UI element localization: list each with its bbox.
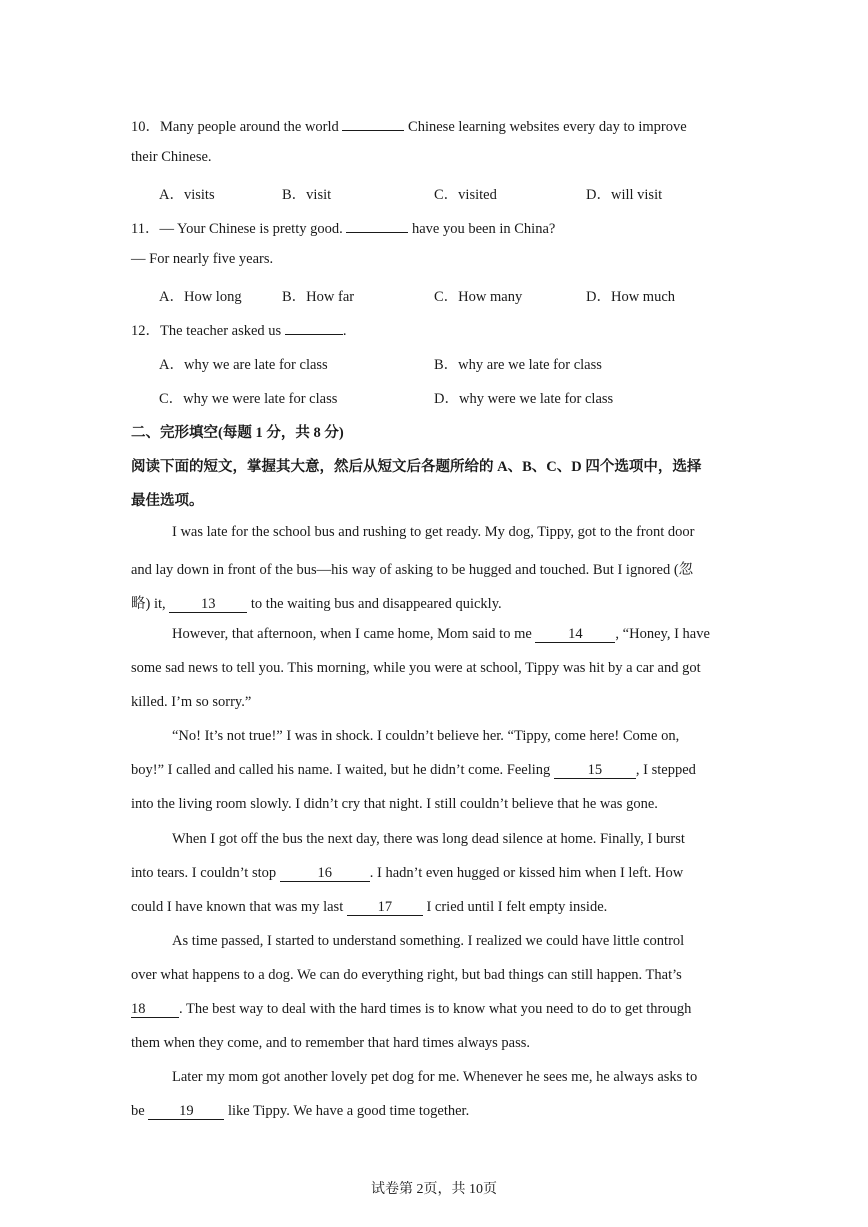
passage-p3-line2: boy!” I called and called his name. I waited, but he didn’t come. Feeling 15 , I stepped: [131, 762, 696, 778]
q11-stem: 11．— Your Chinese is pretty good. have you been in China?: [131, 217, 555, 238]
q10-option-a: A．visits: [159, 187, 215, 203]
passage-p1-line1: I was late for the school bus and rushing to get ready. My dog, Tippy, got to the front door: [172, 524, 695, 540]
passage-p6-line1: Later my mom got another lovely pet dog for me. Whenever he sees me, he always asks to: [172, 1069, 698, 1085]
blank-17: 17: [347, 900, 423, 916]
passage-p4-line1: When I got off the bus the next day, there was long dead silence at home. Finally, I burst: [172, 831, 685, 847]
blank-15: 15: [554, 763, 636, 779]
q12-option-a: A．why we are late for class: [159, 357, 328, 373]
passage-p2-line2: some sad news to tell you. This morning, while you were at school, Tippy was hit by a car and got: [131, 660, 701, 676]
q11-option-d: D．How much: [586, 289, 676, 305]
q11-option-b: B．How far: [282, 289, 355, 305]
q12-blank: [285, 320, 343, 335]
q12-option-d: D．why were we late for class: [434, 391, 614, 407]
passage-p5-line1: As time passed, I started to understand something. I realized we could have little control: [172, 933, 685, 949]
section-instructions-cont: 最佳选项。: [131, 493, 204, 509]
passage-p2-line1: However, that afternoon, when I came home, Mom said to me 14 , “Honey, I have: [172, 626, 710, 642]
q12-stem: 12．The teacher asked us .: [131, 319, 346, 340]
page-footer: 试卷第 2页，共 10页: [371, 1182, 497, 1197]
passage-p5-line2: over what happens to a dog. We can do everything right, but bad things can still happen. That’s: [131, 967, 682, 983]
passage-p1-line3: 略) it, 13 to the waiting bus and disappeared quickly.: [131, 596, 502, 612]
q11-option-c: C．How many: [434, 289, 523, 305]
section-heading: 二、完形填空(每题 1 分，共 8 分): [131, 425, 344, 441]
blank-16: 16: [280, 866, 370, 882]
blank-13: 13: [169, 597, 247, 613]
q10-blank: [342, 116, 404, 131]
q11-blank: [346, 218, 408, 233]
q12-option-c: C．why we were late for class: [159, 391, 338, 407]
passage-p4-line3: could I have known that was my last 17 I cried until I felt empty inside.: [131, 899, 608, 915]
passage-p2-line3: killed. I’m so sorry.”: [131, 694, 252, 710]
q10-option-b: B．visit: [282, 187, 332, 203]
passage-p5-line3: 18 . The best way to deal with the hard times is to know what you need to do to get through: [131, 1001, 692, 1017]
q12-option-b: B．why are we late for class: [434, 357, 602, 373]
passage-p6-line2: be 19 like Tippy. We have a good time together.: [131, 1103, 470, 1119]
blank-18: 18: [131, 1002, 179, 1018]
passage-p3-line3: into the living room slowly. I didn’t cry that night. I still couldn’t believe that he was gone.: [131, 796, 658, 812]
blank-19: 19: [148, 1104, 224, 1120]
q10-stem-cont: their Chinese.: [131, 149, 212, 165]
passage-p4-line2: into tears. I couldn’t stop 16 . I hadn’t even hugged or kissed him when I left. How: [131, 865, 684, 881]
passage-p5-line4: them when they come, and to remember that hard times always pass.: [131, 1035, 531, 1051]
q11-option-a: A．How long: [159, 289, 242, 305]
q10-stem: 10．Many people around the world Chinese learning websites every day to improve: [131, 115, 687, 136]
q10-option-c: C．visited: [434, 187, 497, 203]
q10-option-d: D．will visit: [586, 187, 663, 203]
q11-answer-line: — For nearly five years.: [131, 251, 274, 267]
blank-14: 14: [535, 627, 615, 643]
section-instructions: 阅读下面的短文，掌握其大意，然后从短文后各题所给的 A、B、C、D 四个选项中，选择: [131, 459, 702, 475]
passage-p1-line2: and lay down in front of the bus—his way of asking to be hugged and touched. But I ignored (忽: [131, 562, 694, 578]
passage-p3-line1: “No! It’s not true!” I was in shock. I couldn’t believe her. “Tippy, come here! Come on,: [172, 728, 680, 744]
